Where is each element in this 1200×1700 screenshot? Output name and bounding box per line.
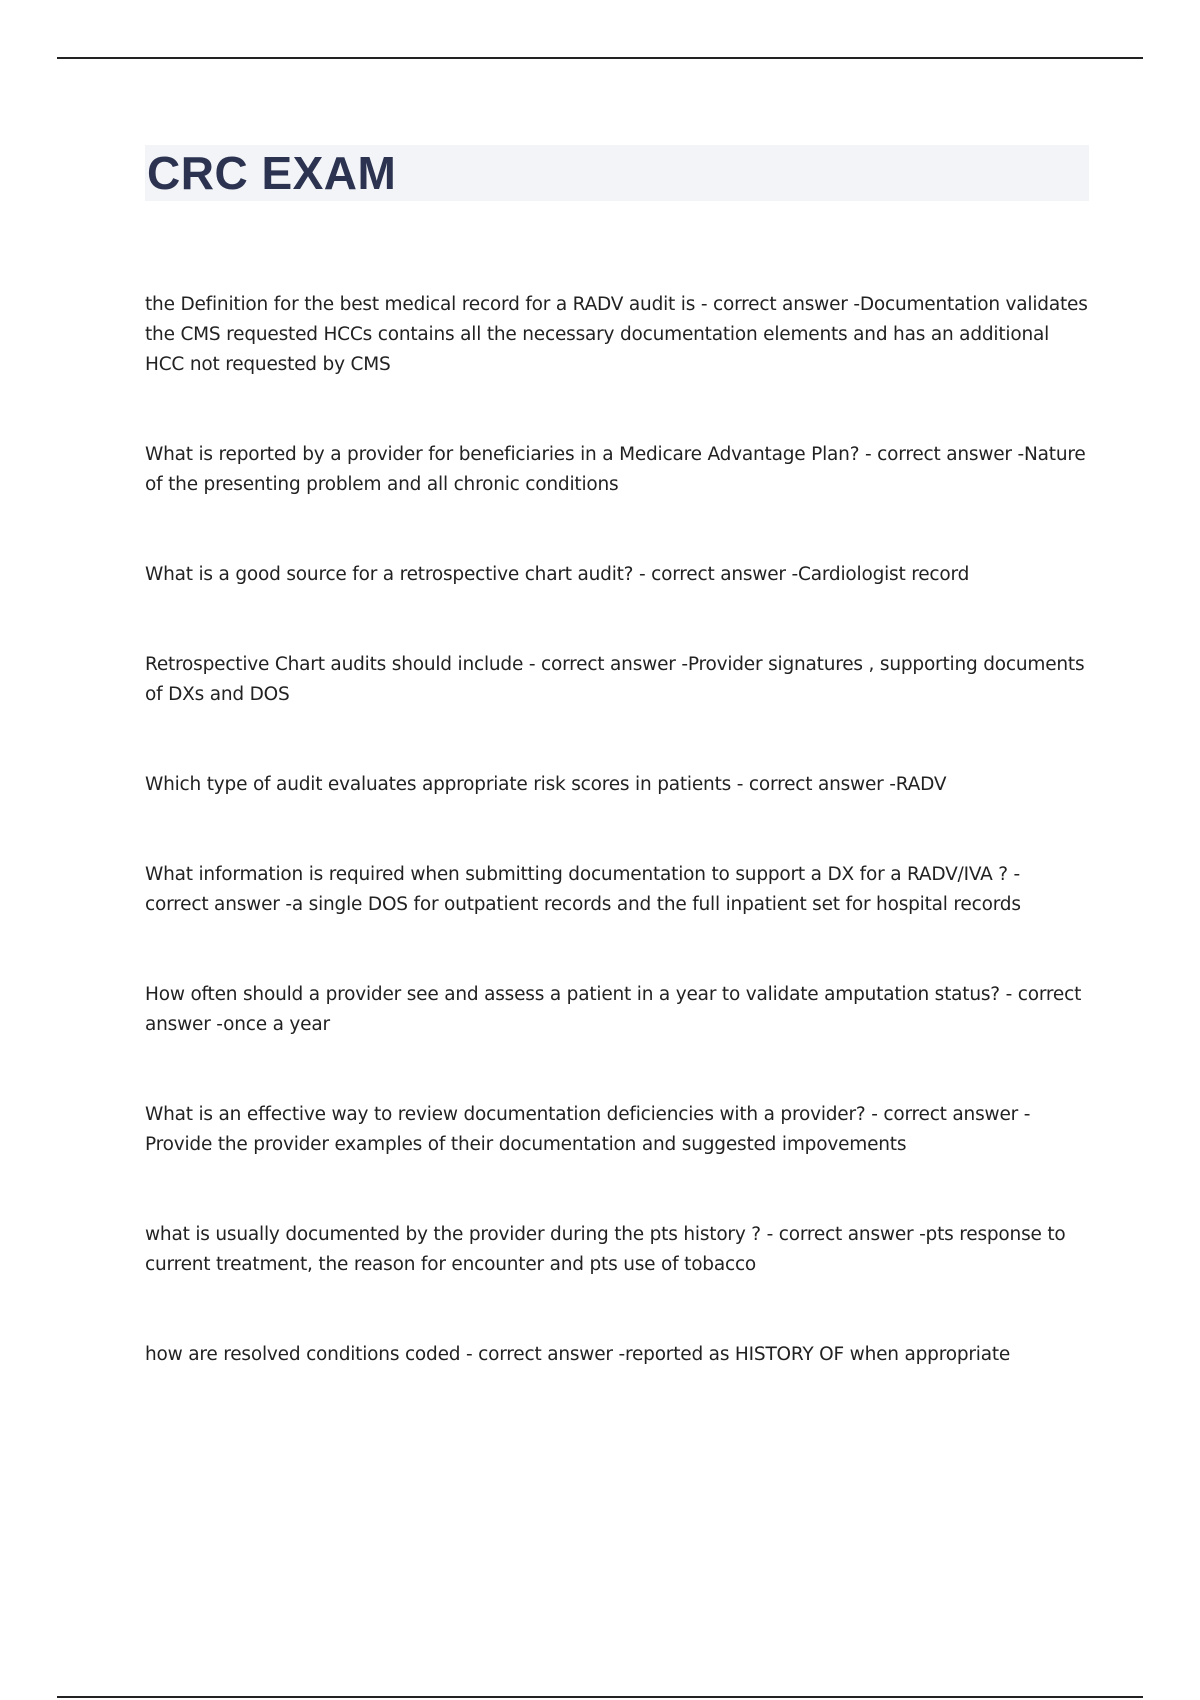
qa-item: What is reported by a provider for beneficiaries in a Medicare Advantage Plan? - correct answer -Nature of the presenting problem and all chronic conditions: [145, 444, 1086, 495]
qa-item: Which type of audit evaluates appropriate risk scores in patients - correct answer -RADV: [145, 774, 947, 795]
qa-item: Retrospective Chart audits should include - correct answer -Provider signatures , supporting documents of DXs and DOS: [145, 654, 1085, 705]
qa-item: How often should a provider see and assess a patient in a year to validate amputation status? - correct answer -once a year: [145, 984, 1082, 1035]
qa-item: What is a good source for a retrospective chart audit? - correct answer -Cardiologist record: [145, 564, 970, 585]
qa-item: what is usually documented by the provider during the pts history ? - correct answer -pts response to current treatment, the reason for encounter and pts use of tobacco: [145, 1224, 1066, 1275]
title-band: [145, 145, 1089, 201]
qa-item: the Definition for the best medical record for a RADV audit is - correct answer -Documentation validates the CMS requested HCCs contains all the necessary documentation elements and has an additional HCC not requested by CMS: [145, 294, 1088, 375]
qa-list: [145, 290, 1089, 1370]
qa-item: What information is required when submitting documentation to support a DX for a RADV/IVA ? - correct answer -a single DOS for outpatient records and the full inpatient set for hospital records: [145, 864, 1021, 915]
page-title: CRC EXAM: [147, 147, 397, 199]
qa-item: how are resolved conditions coded - correct answer -reported as HISTORY OF when appropriate: [145, 1344, 1011, 1365]
qa-item: What is an effective way to review documentation deficiencies with a provider? - correct answer - Provide the provider examples of their documentation and suggested impovements: [145, 1104, 1031, 1155]
top-rule: [57, 57, 1143, 59]
bottom-rule: [57, 1696, 1143, 1698]
